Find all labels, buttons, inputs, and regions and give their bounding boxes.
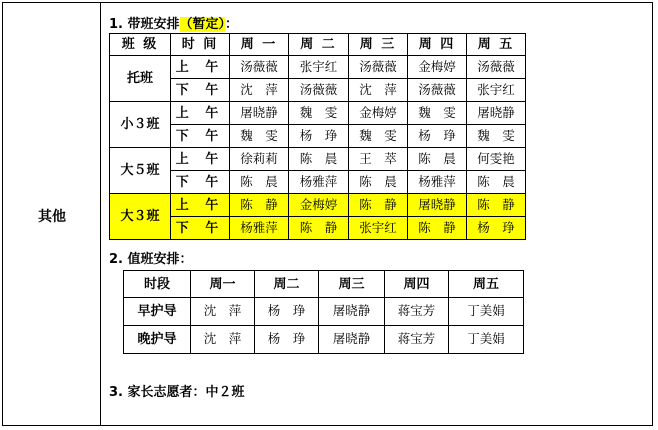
- teacher-cell: 汤薇薇: [230, 56, 289, 79]
- table-row: [110, 217, 526, 240]
- column-header: 周三: [319, 271, 385, 298]
- class-name-cell: 托班: [110, 56, 171, 102]
- teacher-cell: 沈 萍: [191, 326, 255, 354]
- column-header: 周一: [191, 271, 255, 298]
- teacher-cell: 徐莉莉: [230, 148, 289, 171]
- duty-slot-cell: 早护导: [124, 298, 191, 326]
- document-frame: [2, 2, 653, 426]
- teacher-cell: 陈 静: [349, 194, 408, 217]
- table-row: [110, 102, 526, 125]
- time-cell: 下 午: [171, 125, 230, 148]
- teacher-cell: 沈 萍: [191, 298, 255, 326]
- table-row: [110, 79, 526, 102]
- table-row: [124, 298, 524, 326]
- column-header: 周 三: [349, 34, 408, 56]
- time-cell: 下 午: [171, 79, 230, 102]
- teacher-cell: 张宇红: [349, 217, 408, 240]
- section1-title-suffix: ：: [225, 17, 239, 32]
- duty-slot-cell: 晚护导: [124, 326, 191, 354]
- teacher-cell: 陈 晨: [408, 148, 467, 171]
- teacher-cell: 张宇红: [467, 79, 526, 102]
- section3-title: 3. 家长志愿者：中２班: [109, 385, 245, 400]
- teacher-cell: 陈 静: [408, 217, 467, 240]
- time-cell: 下 午: [171, 217, 230, 240]
- teacher-cell: 汤薇薇: [467, 56, 526, 79]
- category-cell: [3, 3, 101, 425]
- teacher-cell: 沈 萍: [230, 79, 289, 102]
- teacher-cell: 陈 静: [230, 194, 289, 217]
- teacher-cell: 杨 琤: [467, 217, 526, 240]
- class-name-cell: 大３班: [110, 194, 171, 240]
- teacher-cell: 陈 晨: [349, 171, 408, 194]
- teacher-cell: 陈 晨: [467, 171, 526, 194]
- column-header: 周二: [255, 271, 319, 298]
- teacher-cell: 金梅婷: [289, 194, 349, 217]
- teacher-cell: 杨雅萍: [289, 171, 349, 194]
- teacher-cell: 陈 晨: [289, 148, 349, 171]
- time-cell: 上 午: [171, 102, 230, 125]
- section1-title: [109, 13, 238, 32]
- column-header: 周 五: [467, 34, 526, 56]
- teacher-cell: 何雯艳: [467, 148, 526, 171]
- table-row: [110, 171, 526, 194]
- time-cell: 上 午: [171, 56, 230, 79]
- teacher-cell: 魏 雯: [349, 125, 408, 148]
- column-header: 班 级: [110, 34, 171, 56]
- section2-title: 2. 值班安排：: [109, 252, 193, 267]
- teacher-cell: 杨 琤: [255, 326, 319, 354]
- teacher-cell: 魏 雯: [467, 125, 526, 148]
- teacher-cell: 杨雅萍: [408, 171, 467, 194]
- class-name-cell: 大５班: [110, 148, 171, 194]
- teacher-cell: 杨 琤: [255, 298, 319, 326]
- column-header: 周 二: [289, 34, 349, 56]
- teacher-cell: 丁美娟: [449, 326, 524, 354]
- column-header: 周 四: [408, 34, 467, 56]
- teacher-cell: 屠晓静: [319, 326, 385, 354]
- table-header-row: [110, 34, 526, 56]
- teacher-cell: 陈 晨: [230, 171, 289, 194]
- patrol-duty-table: [123, 270, 524, 354]
- time-cell: 下 午: [171, 171, 230, 194]
- category-label: 其他: [38, 209, 66, 225]
- teacher-cell: 屠晓静: [408, 194, 467, 217]
- table-row: [110, 56, 526, 79]
- teacher-cell: 杨雅萍: [230, 217, 289, 240]
- time-cell: 上 午: [171, 194, 230, 217]
- column-header: 周四: [385, 271, 449, 298]
- teacher-cell: 汤薇薇: [408, 79, 467, 102]
- section1-title-highlight: （暂定）: [179, 17, 226, 32]
- teacher-cell: 杨 琤: [289, 125, 349, 148]
- column-header: 时 间: [171, 34, 230, 56]
- teacher-cell: 屠晓静: [467, 102, 526, 125]
- teacher-cell: 金梅婷: [349, 102, 408, 125]
- table-row: [110, 125, 526, 148]
- teacher-cell: 丁美娟: [449, 298, 524, 326]
- teacher-cell: 屠晓静: [319, 298, 385, 326]
- teacher-cell: 魏 雯: [408, 102, 467, 125]
- teacher-cell: 陈 静: [467, 194, 526, 217]
- teacher-cell: 屠晓静: [230, 102, 289, 125]
- section1-title-prefix: 1. 带班安排: [109, 17, 180, 32]
- teacher-cell: 王 萃: [349, 148, 408, 171]
- teacher-cell: 魏 雯: [289, 102, 349, 125]
- table-header-row: [124, 271, 524, 298]
- table-row: [124, 326, 524, 354]
- class-name-cell: 小３班: [110, 102, 171, 148]
- teacher-cell: 魏 雯: [230, 125, 289, 148]
- teacher-cell: 汤薇薇: [289, 79, 349, 102]
- teacher-cell: 汤薇薇: [349, 56, 408, 79]
- column-header: 时段: [124, 271, 191, 298]
- teacher-cell: 陈 静: [289, 217, 349, 240]
- teacher-cell: 蒋宝芳: [385, 326, 449, 354]
- duty-rotation-table: [109, 33, 526, 240]
- teacher-cell: 蒋宝芳: [385, 298, 449, 326]
- teacher-cell: 沈 萍: [349, 79, 408, 102]
- teacher-cell: 杨 琤: [408, 125, 467, 148]
- column-header: 周 一: [230, 34, 289, 56]
- teacher-cell: 金梅婷: [408, 56, 467, 79]
- table-row: [110, 148, 526, 171]
- time-cell: 上 午: [171, 148, 230, 171]
- teacher-cell: 张宇红: [289, 56, 349, 79]
- column-header: 周五: [449, 271, 524, 298]
- table-row: [110, 194, 526, 217]
